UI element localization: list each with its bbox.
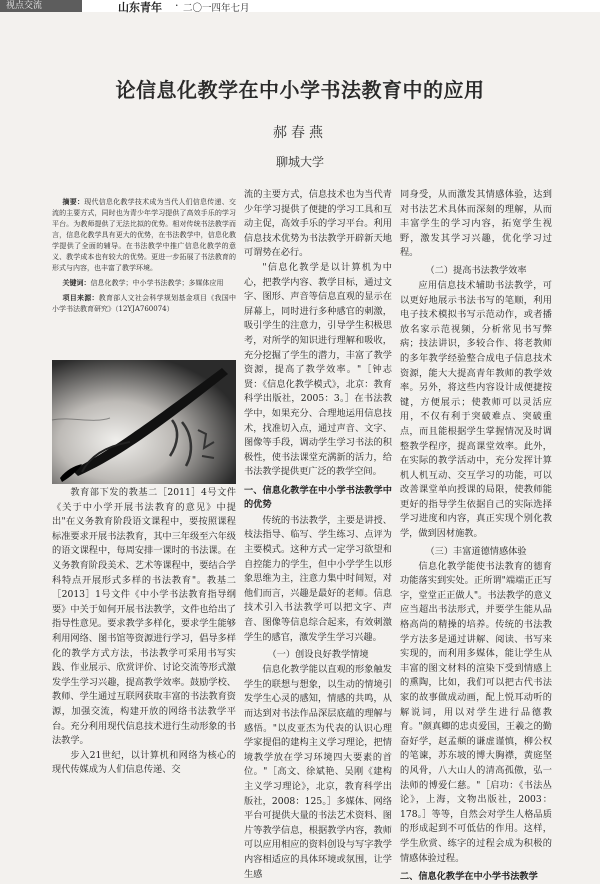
- fund-label: 项目来源：: [62, 293, 99, 302]
- subsection-heading: （二）提高书法教学效率: [425, 264, 527, 276]
- issue-date: 二〇一四年七月: [183, 3, 250, 14]
- body-paragraph: 教育部下发的教基二［2011］4号文件《关于中小学开展书法教育的意见》中提出"在义务教育阶段语文课程中，要按照课程标准要求开展书法教育，其中三年级至六年级的语文课程中，每周安排一课时的书法课。在义务教育阶段美术、艺术等课程中，要结合学科特点开展形式多样的书法教育"。教基二［2013］1号文件《中小学书法教育指导纲要》中关于如何开展书法教学，文件也给出了指导性意见。要求教学多样化，要求学生能够利用网络、图书馆等资源进行学习，倡导多样化的教学方式方法，书法教学可采用书写实践、作业展示、欣赏评价、讨论交流等形式激发学生学习兴趣，提高教学效率。鼓励学校、教师、学生通过互联网获取丰富的书法教育资源，加强交流，构建开放的网络书法教学平台。充分利用现代信息技术进行生动形象的书法教学。: [52, 487, 236, 747]
- abstract-paragraph: [52, 196, 236, 274]
- author-name: 郝春燕: [273, 125, 327, 141]
- abstract-text: 现代信息化教学技术成为当代人们信息传递、交流的主要方式，同时也为青少年学习提供了高效手乐的学习平台。为教师提供了无法比拟的优势。相对传统书法教学而言，信息化教学具有更大的优势，在书法教学中，信息化教学提供了全面的辅导。在书法教学中推广信息化教学的意义、教学成本也有较大的优势。更进一步拓展了书法教育的形式与内容，也丰富了教学环境。: [52, 198, 237, 272]
- keywords-text: 信息化教学；中小学书法教学；多媒体应用: [90, 279, 224, 287]
- running-header: [0, 0, 600, 12]
- subsection-heading: （一）创设良好教学情境: [267, 649, 369, 661]
- body-paragraph: 信息化教学能以直观的形象触发学生的联想与想象，以生动的情境引发学生心灵的感知，情感的共鸣，从而达到对书法作品深层底蕴的理解与感悟。"以皮亚杰为代表的认识心理学家提倡的建构主义学习理论，把情境教学放在学习环境四大要素的首位。"［高文、徐斌艳、吴刚《建构主义学习理论》，北京，教育科学出版社，2008：125。］多媒体、网络平台可提供大量的书法艺术资料、图片等教学信息，根据教学内容，教师可以应用相应的资料创设与写字教学内容相适应的具体环境或氛围，让学生感: [244, 664, 392, 880]
- body-column-1: [52, 486, 236, 784]
- body-paragraph: 流的主要方式，信息技术也为当代青少年学习提供了便捷的学习工具和互动主促，高效手乐的学习平台。利用信息技术优势为书法教学开辟新天地可谓势在必行。: [244, 189, 392, 259]
- abstract-label: 摘要：: [62, 197, 85, 206]
- keywords-line: [52, 277, 236, 289]
- body-column-2: [244, 188, 392, 880]
- section-heading: 二、信息化教学在中小学书法教学: [400, 871, 538, 883]
- body-paragraph: 同身受，从而激发其情感体验，达到对书法艺术具体而深刻的理解，从而丰富学生的学习内容，拓宽学生视野，激发其学习兴趣，优化学习过程。: [400, 189, 552, 259]
- subsection-heading: （三）丰富道德情感体验: [425, 545, 527, 557]
- body-paragraph: "信息化教学是以计算机为中心，把教学内容、教学目标，通过文字、图形、声音等信息直观的显示在屏幕上，同时进行多种感官的刺激，吸引学生的注意力，引导学生积极思考，对所学的知识进行理解和吸收，充分挖掘了学生的潜力，丰富了教学资源，提高了教学效率。"［钟志贤：《信息化教学模式》，北京：教育科学出版社，2005：3。］在书法教学中，如果充分、合理地运用信息技术，找准切入点，通过声音、文字、图像等手段，调动学生学习书法的积极性，使书法课堂充满新的活力，给书法教学提供更广泛的教学空间。: [244, 261, 392, 478]
- header-separator: ·: [175, 0, 179, 12]
- article-title: 论信息化教学在中小学书法教育中的应用: [115, 78, 485, 102]
- journal-name: 山东青年: [118, 1, 162, 14]
- section-badge: 视点交流: [0, 0, 82, 12]
- body-paragraph: 应用信息技术辅助书法教学，可以更好地展示书法书写的笔顺，利用电子技术模拟书写示范动作，或者播放名家示范视频，分析常见书写弊病；技法讲识，多较合作、将老教师的多年教学经验整合成电子信息技术资源，能大大提高青年教师的教学效率。另外，将这些内容设计成便捷按键，方便展示；使教师可以灵活应用，不仅有利于突破难点、突破重点，而且能根据学生掌握情况及时调整教学程序，提高课堂效率。此外，在实际的教学活动中，充分发挥计算机人机互动、交互学习的功能，可以改善课堂单向授课的局限，使教师能更好的指导学生依据自己的实际选择学习进度和内容，真正实现个别化教学，做到因材施教。: [400, 279, 552, 540]
- fund-text: 教育部人文社会科学规划基金项目《我国中小学书法教育研究》（12YJA760074）: [52, 294, 237, 313]
- abstract-block: [52, 196, 236, 315]
- body-column-3: [400, 188, 552, 883]
- fund-line: [52, 292, 236, 315]
- section-heading: 一、信息化教学在中小学书法教学中的优势: [244, 484, 392, 510]
- ink-brush-illustration: [52, 360, 236, 484]
- keywords-label: 关键词：: [62, 278, 91, 287]
- body-paragraph: 信息化教学能使书法教育的德育功能落实到实处。正所谓"端端正正写字，堂堂正正做人"。书法教学的意义应当超出书法形式，并要学生能从品格高尚的精操的培养。传统的书法教学方法多是通过讲解、阅读、书写来实现的，而利用多媒体，能让学生从丰富的图文材料的渲染下受到情感上的熏陶，比如，我们可以把古代书法家的故事做成动画，配上悦耳动听的解说词，用以对学生进行品德教育。"颜真卿的忠贞爱国，王羲之的勤奋好学，赵孟頫的谦虚谨慎，柳公权的笔谏，苏东坡的博大胸襟，黄庭坚的风骨，八大山人的清高孤傲，弘一法师的博爱仁慈。"［启功：《书法丛论》，上海，文物出版社，2003：178。］等等，自然会对学生人格品质的形成起到不可低估的作用。这样，学生欣赏、练字的过程会成为积极的情感体验过程。: [400, 560, 552, 864]
- ink-brush-image: [52, 360, 236, 484]
- body-paragraph: 传统的书法教学，主要是讲授、枝法指导、临写、学生练习、点评为主要模式。这种方式一定学习欲望和自控能力的学生，但中小学学生以形象思维为主，注意力集中时间短，对他们而言，兴趣是最好的老师。信息技术引入书法教学可以把文字、声音、图像等信息综合起来，有效刺激学生的感官，激发学生学习兴趣。: [244, 514, 392, 643]
- author-affiliation: 聊城大学: [275, 155, 324, 169]
- body-paragraph: 步入21世纪，以计算机和网络为核心的现代传媒成为人们信息传递、交: [52, 749, 236, 776]
